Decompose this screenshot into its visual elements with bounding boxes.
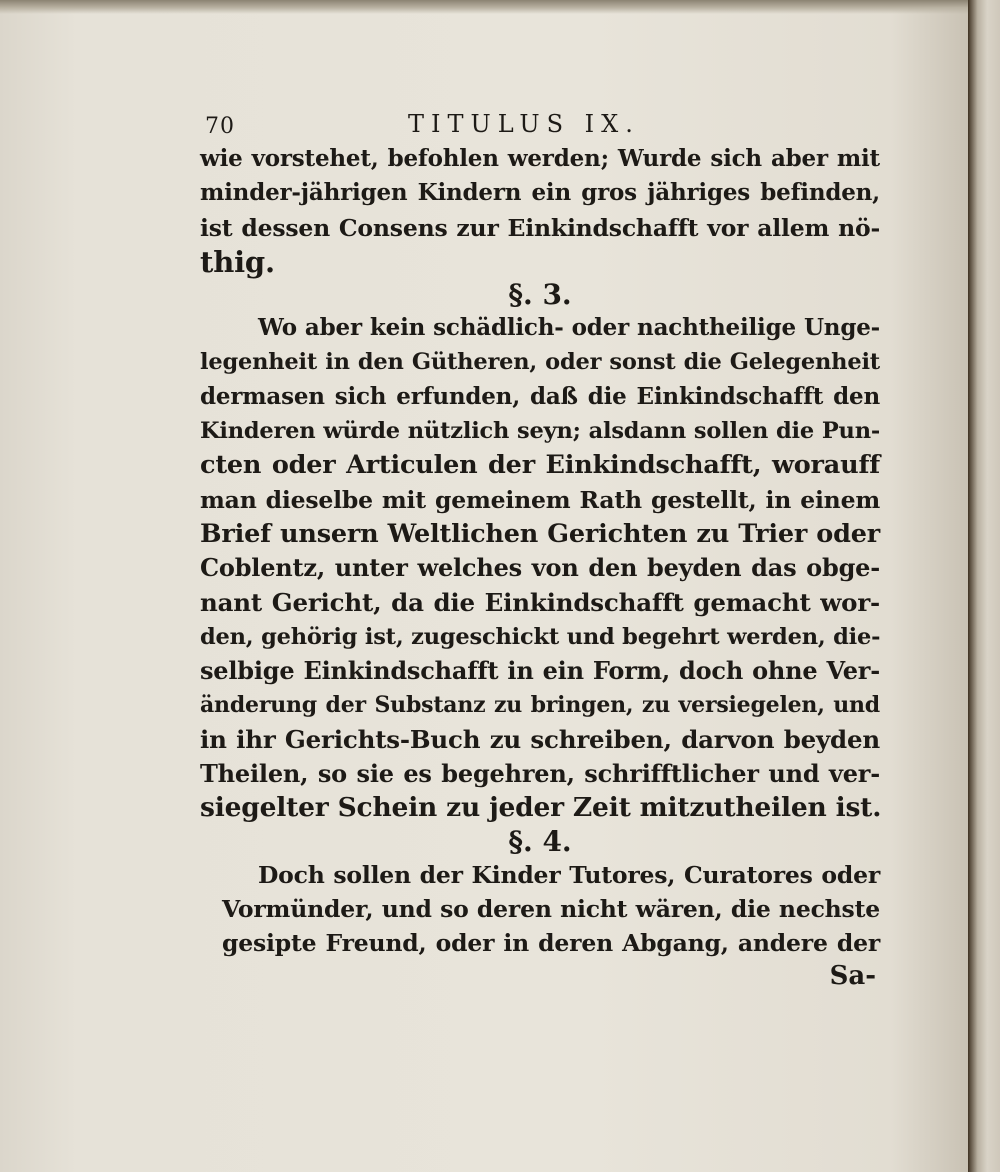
paragraph-continuation (200, 142, 880, 279)
text-line: siegelter Schein zu jeder Zeit mitzutheilen ist. (200, 792, 882, 824)
text-line: in ihr Gerichts-Buch zu schreiben, darvon beyden (200, 724, 880, 754)
text-line: änderung der Substanz zu bringen, zu versiegelen, und (200, 692, 880, 719)
text-line: Wo aber kein schädlich- oder nachtheilige Unge- (258, 314, 880, 342)
running-title: TITULUS IX. (408, 110, 640, 138)
text-line: ist dessen Consens zur Einkindschafft vor allem nö- (200, 213, 880, 242)
text-line: Vormünder, und so deren nicht wären, die nechste (222, 894, 880, 923)
text-line: man dieselbe mit gemeinem Rath gestellt, in einem (200, 485, 880, 514)
section-4-paragraph (200, 858, 880, 961)
text-line: den, gehörig ist, zugeschickt und begehrt werden, die- (200, 623, 881, 650)
section-heading-4: §. 4. (508, 824, 572, 858)
catchword: Sa- (829, 960, 876, 991)
text-line: dermasen sich erfunden, daß die Einkindschafft den (200, 382, 880, 410)
text-line: wie vorstehet, befohlen werden; Wurde sich aber mit (200, 145, 880, 172)
section-3-paragraph (200, 311, 880, 825)
text-line: Brief unsern Weltlichen Gerichten zu Trier oder (200, 518, 880, 549)
text-line: selbige Einkindschafft in ein Form, doch ohne Ver- (200, 656, 880, 686)
text-line: Coblentz, unter welches von den beyden das obge- (200, 553, 880, 583)
page-number: 70 (205, 114, 235, 139)
text-line: Doch sollen der Kinder Tutores, Curatores oder (258, 860, 880, 889)
text-line: minder-jährigen Kindern ein gros jähriges befinden, (200, 179, 880, 207)
text-line: legenheit in den Gütheren, oder sonst die Gelegenheit (200, 349, 880, 376)
text-line: Kinderen würde nützlich seyn; alsdann sollen die Pun- (200, 418, 880, 445)
next-page-edge (968, 0, 1000, 1172)
text-line: thig. (200, 244, 275, 279)
section-heading-3: §. 3. (508, 278, 572, 312)
text-line: cten oder Articulen der Einkindschafft, worauff (200, 450, 880, 481)
page-text-block (200, 108, 880, 991)
text-line: Theilen, so sie es begehren, schrifftlicher und ver- (200, 759, 880, 789)
text-line: nant Gericht, da die Einkindschafft gemacht wor- (200, 587, 880, 617)
text-line: gesipte Freund, oder in deren Abgang, andere der (222, 929, 880, 958)
page-header (200, 108, 880, 142)
